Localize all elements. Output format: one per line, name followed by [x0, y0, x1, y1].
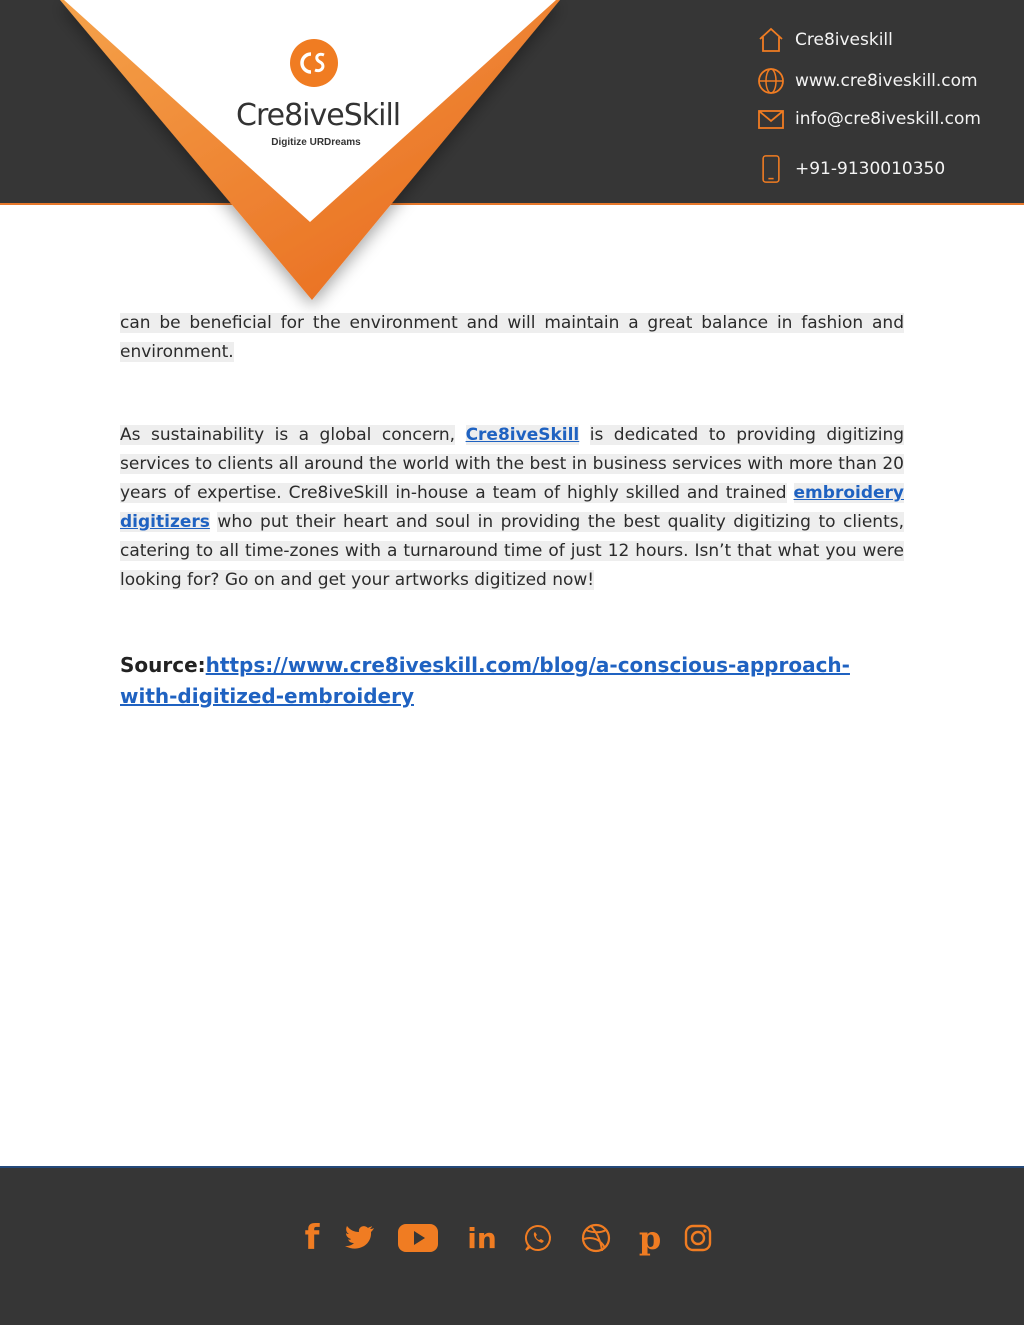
- whatsapp-icon[interactable]: [516, 1216, 560, 1260]
- youtube-icon[interactable]: [396, 1216, 440, 1260]
- contact-name: Cre8iveskill: [757, 24, 893, 56]
- phone-icon: [757, 155, 785, 183]
- facebook-icon[interactable]: f: [304, 1218, 320, 1258]
- pinterest-icon[interactable]: p: [638, 1219, 662, 1257]
- embroidery-digitizers-link[interactable]: embroidery digitizers: [120, 483, 904, 532]
- brand-logo[interactable]: [236, 36, 401, 156]
- cre8iveskill-link[interactable]: Cre8iveSkill: [465, 425, 580, 445]
- brand-wordmark: Cre8iveSkill: [236, 98, 401, 133]
- contact-phone[interactable]: +91-9130010350: [757, 153, 945, 185]
- logo-mark-icon: [289, 38, 339, 88]
- paragraph-2: As sustainability is a global concern, Cre8iveSkill is dedicated to providing digitizing services to clients all around the world with the best in business services with more than 20 years of expertise. Cre8iveSkill in-house a team of highly skilled and trained embroidery digitizers who put their heart and soul in providing the best quality digitizing to clients, catering to all time-zones with a turnaround time of just 12 hours. Isn’t that what you were looking for? Go on and get your artworks digitized now!: [120, 425, 905, 590]
- twitter-icon[interactable]: [338, 1216, 382, 1260]
- brand-tagline: Digitize URDreams: [271, 137, 361, 148]
- home-icon: [757, 26, 785, 54]
- mail-icon: [757, 105, 785, 133]
- globe-icon: [757, 67, 785, 95]
- dribbble-icon[interactable]: [574, 1216, 618, 1260]
- instagram-icon[interactable]: [676, 1216, 720, 1260]
- source-line: [120, 650, 904, 712]
- source-url-link[interactable]: https://www.cre8iveskill.com/blog/a-conscious-approach-with-digitized-embroidery: [120, 653, 850, 708]
- source-label: Source:: [120, 653, 206, 677]
- contact-email[interactable]: info@cre8iveskill.com: [757, 103, 981, 135]
- paragraph-1: can be beneficial for the environment and will maintain a great balance in fashion and environment.: [120, 313, 904, 362]
- social-icons: [290, 1216, 730, 1266]
- contact-website[interactable]: www.cre8iveskill.com: [757, 65, 978, 97]
- linkedin-icon[interactable]: in: [467, 1221, 497, 1255]
